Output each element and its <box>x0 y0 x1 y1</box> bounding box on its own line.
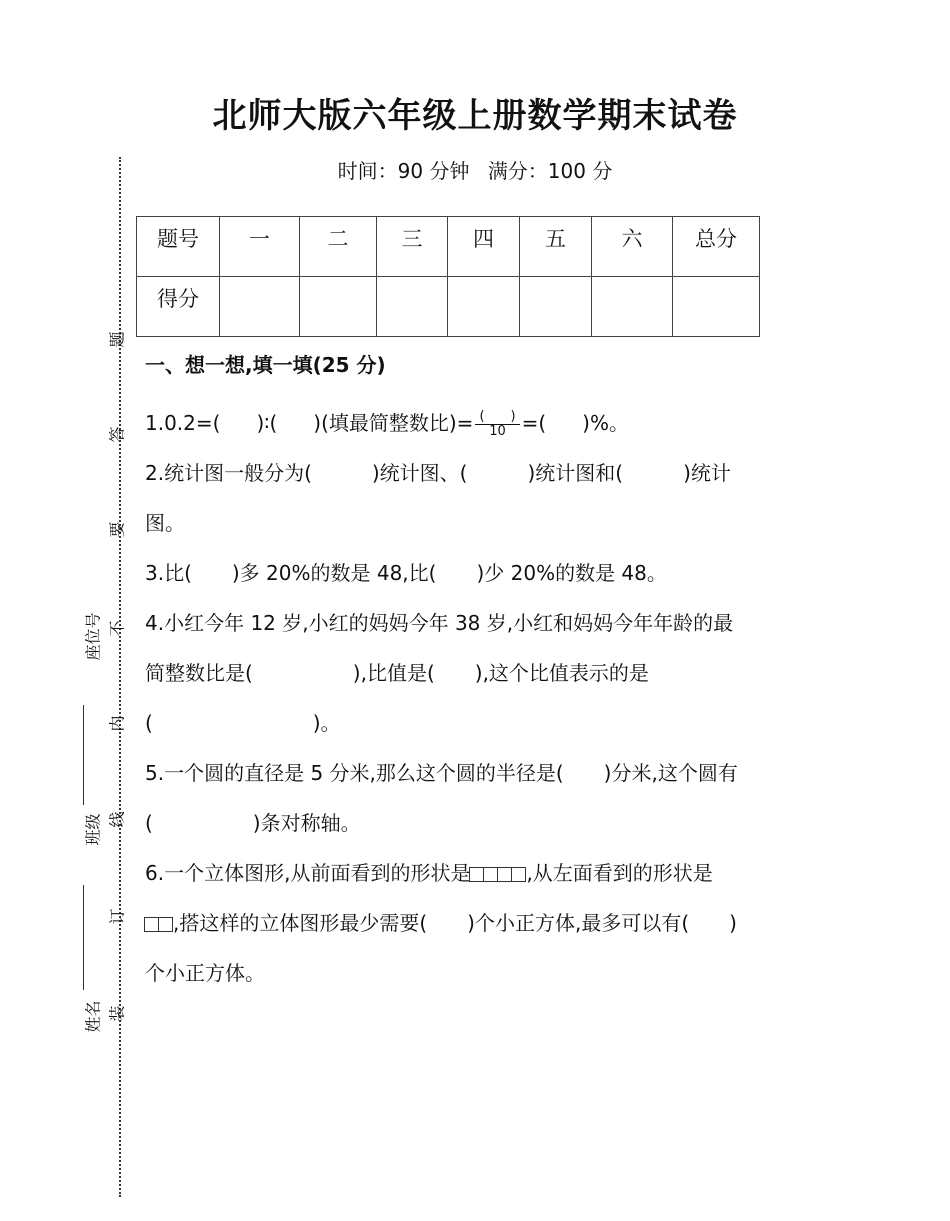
front-view-icon <box>470 861 526 885</box>
binding-char: 不 <box>107 620 127 637</box>
q1-part-b: )∶( <box>256 411 278 435</box>
score-cell[interactable] <box>448 277 520 337</box>
q1-part-a: 1.0.2=( <box>145 411 221 435</box>
score-table-header: 四 <box>448 217 520 277</box>
seat-number-blank[interactable] <box>83 705 84 805</box>
exam-info <box>0 155 950 184</box>
question-5-line-2: ( )条对称轴。 <box>145 811 361 835</box>
name-label: 姓名 <box>83 1000 103 1033</box>
score-table-header-row <box>137 217 760 277</box>
score-table <box>136 216 760 337</box>
q1-part-e: )%。 <box>582 411 629 435</box>
score-row-label: 得分 <box>137 277 220 337</box>
q1-fraction-numerator: ( ) <box>475 410 519 425</box>
class-blank[interactable] <box>83 885 84 990</box>
q1-part-d: =( <box>521 411 547 435</box>
question-3: 3.比( )多 20%的数是 48,比( )少 20%的数是 48。 <box>145 561 667 585</box>
question-5-line-1: 5.一个圆的直径是 5 分米,那么这个圆的半径是( )分米,这个圆有 <box>145 761 738 785</box>
binding-char: 装 <box>107 1005 127 1022</box>
q6-part-c: ,搭这样的立体图形最少需要( )个小正方体,最多可以有( ) <box>173 911 737 935</box>
page-title: 北师大版六年级上册数学期末试卷 <box>212 96 738 136</box>
score-cell[interactable] <box>520 277 592 337</box>
exam-total-score: 满分：100 分 <box>487 159 613 183</box>
score-cell[interactable] <box>220 277 300 337</box>
score-cell[interactable] <box>300 277 377 337</box>
question-6-line-2 <box>145 898 825 948</box>
q6-part-a: 6.一个立体图形,从前面看到的形状是 <box>145 861 471 885</box>
binding-char: 答 <box>107 426 127 443</box>
binding-dotted-line <box>119 157 121 1197</box>
score-table-header: 一 <box>220 217 300 277</box>
left-view-icon <box>145 911 173 935</box>
score-cell[interactable] <box>673 277 760 337</box>
binding-char: 要 <box>107 521 127 538</box>
score-table-header: 总分 <box>673 217 760 277</box>
binding-char: 内 <box>107 715 127 732</box>
score-table-header: 二 <box>300 217 377 277</box>
question-4-line-2: 简整数比是( ),比值是( ),这个比值表示的是 <box>145 661 649 685</box>
binding-char: 线 <box>107 811 127 828</box>
section-1-heading: 一、想一想,填一填(25 分) <box>145 353 386 377</box>
score-cell[interactable] <box>592 277 673 337</box>
question-1 <box>145 398 825 448</box>
score-table-header: 题号 <box>137 217 220 277</box>
q1-fraction <box>475 410 519 439</box>
score-table-header: 三 <box>377 217 448 277</box>
question-2-line-2: 图。 <box>145 511 185 535</box>
q1-part-c: )(填最简整数比)= <box>313 411 474 435</box>
class-label: 班级 <box>83 813 103 846</box>
exam-time: 时间：90 分钟 <box>337 159 470 183</box>
score-table-score-row <box>137 277 760 337</box>
question-6-line-1 <box>145 848 825 898</box>
seat-number-label: 座位号 <box>83 612 103 661</box>
q6-part-b: ,从左面看到的形状是 <box>526 861 713 885</box>
question-4-line-1: 4.小红今年 12 岁,小红的妈妈今年 38 岁,小红和妈妈今年年龄的最 <box>145 611 734 635</box>
question-2-line-1: 2.统计图一般分为( )统计图、( )统计图和( )统计 <box>145 461 731 485</box>
binding-char: 订 <box>107 908 127 925</box>
q1-fraction-denominator: 10 <box>489 424 506 439</box>
question-6-line-3: 个小正方体。 <box>145 961 265 985</box>
binding-char: 题 <box>107 331 127 348</box>
score-cell[interactable] <box>377 277 448 337</box>
score-table-header: 六 <box>592 217 673 277</box>
section-1 <box>145 340 825 998</box>
score-table-header: 五 <box>520 217 592 277</box>
question-4-line-3: ( )。 <box>145 711 341 735</box>
